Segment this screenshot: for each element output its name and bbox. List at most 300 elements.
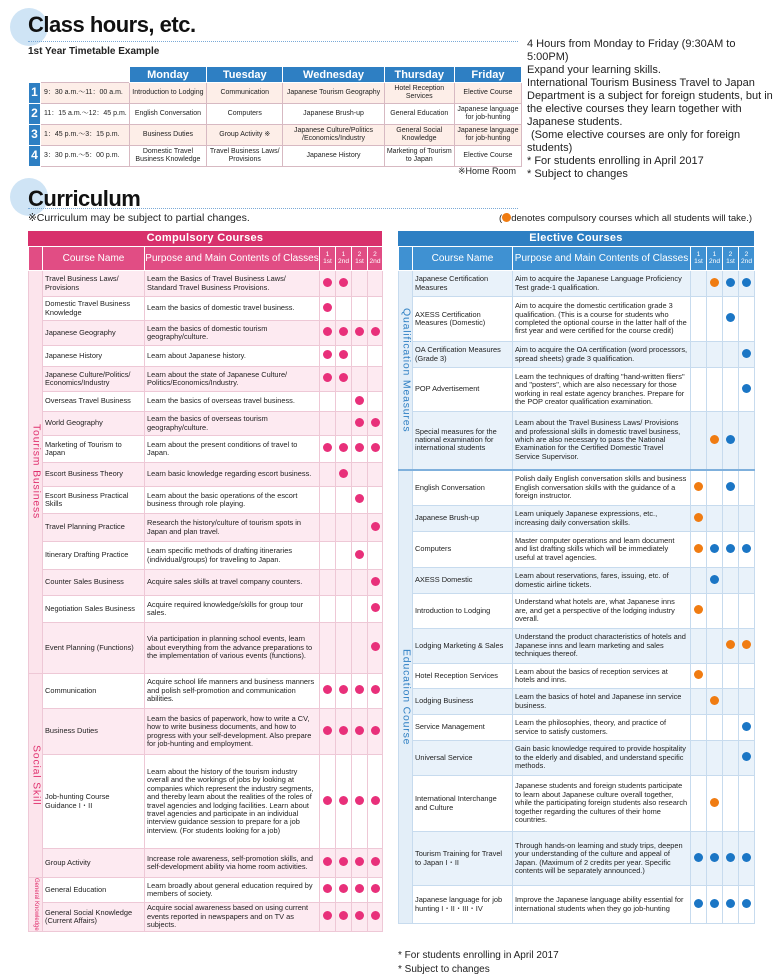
course-row: [29, 623, 383, 674]
semester-cell: [707, 776, 723, 832]
course-row: [29, 514, 383, 542]
course-group-label: [399, 470, 413, 924]
note-line: * Subject to changes: [527, 167, 628, 180]
note-line: International Tourism Business Travel to Japan Department is a subject for foreign students, but in the elective courses they learn together with Japanese students.: [527, 76, 773, 128]
semester-cell: [320, 412, 336, 436]
course-description: Understand the product characteristics of hotels and Japanese inns and learn marketing and sales techniques thereof.: [513, 629, 691, 664]
compulsory-mark: [323, 303, 332, 312]
semester-cell: [739, 741, 755, 776]
course-row: [29, 755, 383, 849]
compulsory-mark: [339, 327, 348, 336]
semester-cell: [707, 689, 723, 715]
semester-cell: [336, 570, 352, 596]
course-name: Overseas Travel Business: [43, 392, 145, 412]
semester-cell: [320, 436, 336, 463]
class-hours-header: [0, 8, 520, 48]
semester-cell: [320, 674, 336, 709]
compulsory-mark: [355, 327, 364, 336]
required-mark: [694, 605, 703, 614]
semester-cell: [739, 470, 755, 506]
course-group-name: Qualification Measures: [400, 307, 413, 432]
course-name: Communication: [43, 674, 145, 709]
elective-mark: [726, 853, 735, 862]
course-group-label: [29, 878, 43, 932]
elective-mark: [726, 313, 735, 322]
required-mark: [710, 798, 719, 807]
course-row: [399, 412, 755, 470]
year-col-header: 2 2nd: [368, 247, 383, 271]
semester-cell: [368, 709, 383, 755]
course-name: International Interchange and Culture: [413, 776, 513, 832]
course-description: Acquire school life manners and business manners and polish self-promotion and communication abilities.: [145, 674, 320, 709]
timetable-cell: Computers: [207, 104, 283, 125]
semester-cell: [352, 367, 368, 392]
course-name: Group Activity: [43, 849, 145, 878]
period-number: 3: [29, 125, 41, 146]
semester-cell: [320, 514, 336, 542]
compulsory-mark: [355, 884, 364, 893]
course-name: Service Management: [413, 715, 513, 741]
course-name: Business Duties: [43, 709, 145, 755]
course-row: [399, 741, 755, 776]
timetable-cell: Business Duties: [129, 125, 206, 146]
timetable-cell: Japanese language for job-hunting: [454, 125, 521, 146]
compulsory-mark: [371, 327, 380, 336]
semester-cell: [723, 689, 739, 715]
course-name: Hotel Reception Services: [413, 664, 513, 689]
course-name: Counter Sales Business: [43, 570, 145, 596]
semester-cell: [739, 368, 755, 412]
note-line: 4 Hours from Monday to Friday (9:30AM to 5:00PM): [527, 38, 736, 63]
semester-cell: [707, 470, 723, 506]
timetable-row: [29, 146, 522, 167]
course-description: Learn broadly about general education required by members of society.: [145, 878, 320, 903]
semester-cell: [707, 832, 723, 886]
course-description: Acquire sales skills at travel company counters.: [145, 570, 320, 596]
elective-mark: [710, 899, 719, 908]
compulsory-mark: [371, 796, 380, 805]
semester-cell: [336, 392, 352, 412]
semester-cell: [352, 878, 368, 903]
compulsory-legend: [499, 213, 752, 224]
course-description: Learn the basics of overseas tourism geography/culture.: [145, 412, 320, 436]
elective-mark: [694, 899, 703, 908]
semester-cell: [368, 903, 383, 932]
course-name: Japanese Culture/Politics/ Economics/Industry: [43, 367, 145, 392]
semester-cell: [739, 342, 755, 368]
semester-cell: [368, 346, 383, 367]
course-row: [29, 903, 383, 932]
course-name: Lodging Business: [413, 689, 513, 715]
year-col-header: 1 2nd: [707, 247, 723, 271]
semester-cell: [368, 849, 383, 878]
course-description: Learn the philosophies, theory, and practice of service to satisfy customers.: [513, 715, 691, 741]
course-row: [399, 271, 755, 297]
course-group-name: Education Course: [400, 648, 413, 745]
semester-cell: [691, 886, 707, 924]
semester-cell: [336, 596, 352, 623]
section-divider: [28, 41, 518, 42]
compulsory-mark: [339, 884, 348, 893]
semester-cell: [352, 487, 368, 514]
required-mark: [694, 482, 703, 491]
compulsory-courses-panel: [28, 231, 382, 932]
compulsory-mark: [323, 278, 332, 287]
semester-cell: [691, 715, 707, 741]
year-col-header: 2 2nd: [739, 247, 755, 271]
course-name: General Social Knowledge (Current Affairs): [43, 903, 145, 932]
note-line: (Some elective courses are only for foreign students): [527, 128, 741, 154]
semester-cell: [707, 368, 723, 412]
compulsory-mark: [323, 350, 332, 359]
compulsory-mark: [323, 373, 332, 382]
compulsory-mark: [355, 550, 364, 559]
class-hours-notes: [527, 38, 779, 181]
timetable-cell: Domestic Travel Business Knowledge: [129, 146, 206, 167]
elective-mark: [694, 853, 703, 862]
course-row: [29, 271, 383, 297]
semester-cell: [352, 436, 368, 463]
course-row: [29, 463, 383, 487]
course-description: Increase role awareness, self-promotion skills, and self-development ability via home room activities.: [145, 849, 320, 878]
timetable-cell: Elective Course: [454, 146, 521, 167]
course-row: [399, 342, 755, 368]
course-description: Learn about the Travel Business Laws/ Provisions and professional skills in domestic travel business, which are also necessary to pass the National Examination for the Certified Domestic Travel Service Supervisor.: [513, 412, 691, 470]
semester-cell: [707, 886, 723, 924]
semester-cell: [320, 463, 336, 487]
compulsory-mark: [355, 911, 364, 920]
semester-cell: [336, 514, 352, 542]
semester-cell: [352, 297, 368, 321]
course-row: [29, 367, 383, 392]
semester-cell: [739, 568, 755, 594]
course-description: Learn the basics of domestic tourism geography/culture.: [145, 321, 320, 346]
period-time: 11：15 a.m.〜12：45 p.m.: [41, 104, 130, 125]
course-name: Universal Service: [413, 741, 513, 776]
elective-mark: [742, 384, 751, 393]
semester-cell: [352, 542, 368, 570]
course-name: Job-hunting Course Guidance I・II: [43, 755, 145, 849]
course-row: [399, 832, 755, 886]
period-time: 9：30 a.m.〜11：00 a.m.: [41, 83, 130, 104]
homeroom-note: ※Home Room: [458, 166, 517, 176]
timetable-row: [29, 83, 522, 104]
compulsory-mark: [371, 577, 380, 586]
day-header: Friday: [454, 67, 521, 83]
semester-cell: [336, 623, 352, 674]
course-description: Learn the basics of domestic travel business.: [145, 297, 320, 321]
semester-cell: [691, 470, 707, 506]
semester-cell: [368, 392, 383, 412]
course-row: [399, 297, 755, 342]
course-row: [399, 568, 755, 594]
semester-cell: [707, 271, 723, 297]
semester-cell: [320, 849, 336, 878]
semester-cell: [336, 755, 352, 849]
course-name: Escort Business Practical Skills: [43, 487, 145, 514]
compulsory-mark: [371, 884, 380, 893]
semester-cell: [336, 487, 352, 514]
course-name: Japanese Certification Measures: [413, 271, 513, 297]
course-row: [399, 715, 755, 741]
course-row: [399, 368, 755, 412]
semester-cell: [368, 321, 383, 346]
compulsory-mark: [355, 726, 364, 735]
note-line: * For students enrolling in April 2017: [527, 154, 704, 167]
course-description: Acquire social awareness based on using current events reported in newspapers and on TV as subjects.: [145, 903, 320, 932]
course-name: Travel Business Laws/ Provisions: [43, 271, 145, 297]
timetable-cell: English Conversation: [129, 104, 206, 125]
course-row: [29, 674, 383, 709]
legend-text: denotes compulsory courses which all students will take.): [511, 213, 752, 224]
footnote: * For students enrolling in April 2017: [398, 950, 559, 961]
semester-cell: [352, 271, 368, 297]
compulsory-mark: [323, 726, 332, 735]
course-row: [29, 849, 383, 878]
compulsory-mark: [323, 796, 332, 805]
course-name: Japanese History: [43, 346, 145, 367]
compulsory-mark: [371, 522, 380, 531]
semester-cell: [320, 542, 336, 570]
course-description: Learn about Japanese history.: [145, 346, 320, 367]
course-name-header: Course Name: [43, 247, 145, 271]
semester-cell: [739, 271, 755, 297]
semester-cell: [352, 463, 368, 487]
year-col-header: 2 1st: [352, 247, 368, 271]
course-description: Improve the Japanese language ability essential for international students when they go job-hunting: [513, 886, 691, 924]
course-name: Negotiation Sales Business: [43, 596, 145, 623]
course-description: Aim to acquire the OA certification (word processors, spread sheets) grade 3 qualification.: [513, 342, 691, 368]
semester-cell: [368, 367, 383, 392]
compulsory-mark: [355, 494, 364, 503]
semester-cell: [723, 568, 739, 594]
course-description: Learn about reservations, fares, issuing, etc. of domestic airline tickets.: [513, 568, 691, 594]
course-row: [399, 532, 755, 568]
semester-cell: [336, 463, 352, 487]
group-header: [29, 247, 43, 271]
semester-cell: [336, 271, 352, 297]
course-description: Learn the techniques of drafting "hand-written fliers" and "posters", which are also necessary for those working in real estate agency branches. Prepare for the POP creator qualification examination.: [513, 368, 691, 412]
course-description: Learn about the present conditions of travel to Japan.: [145, 436, 320, 463]
semester-cell: [691, 776, 707, 832]
section-divider: [28, 208, 518, 209]
course-description: Learn basic knowledge regarding escort business.: [145, 463, 320, 487]
course-row: [399, 470, 755, 506]
semester-cell: [320, 709, 336, 755]
elective-mark: [726, 899, 735, 908]
year-col-header: 1 2nd: [336, 247, 352, 271]
semester-cell: [320, 487, 336, 514]
course-row: [399, 664, 755, 689]
semester-cell: [723, 506, 739, 532]
required-mark: [694, 670, 703, 679]
elective-mark: [742, 278, 751, 287]
course-description: Through hands-on learning and study trips, deepen your understanding of the culture and appeal of Japan. (Maximum of 2 credits per year. Specific contents will be separately announced.): [513, 832, 691, 886]
course-name: World Geography: [43, 412, 145, 436]
semester-cell: [352, 709, 368, 755]
elective-mark: [710, 544, 719, 553]
semester-cell: [739, 412, 755, 470]
course-description: Aim to acquire the Japanese Language Proficiency Test grade-1 qualification.: [513, 271, 691, 297]
semester-cell: [320, 321, 336, 346]
course-name: Itinerary Drafting Practice: [43, 542, 145, 570]
semester-cell: [707, 664, 723, 689]
semester-cell: [691, 689, 707, 715]
course-name-header: Course Name: [413, 247, 513, 271]
purpose-header: Purpose and Main Contents of Classes: [513, 247, 691, 271]
semester-cell: [739, 886, 755, 924]
compulsory-mark: [371, 418, 380, 427]
compulsory-mark: [371, 857, 380, 866]
semester-cell: [691, 532, 707, 568]
semester-cell: [320, 271, 336, 297]
course-name: OA Certification Measures (Grade 3): [413, 342, 513, 368]
semester-cell: [723, 886, 739, 924]
semester-cell: [336, 849, 352, 878]
elective-table: [398, 246, 755, 924]
semester-cell: [739, 776, 755, 832]
course-description: Learn about the basic operations of the escort business through role playing.: [145, 487, 320, 514]
day-header: Tuesday: [207, 67, 283, 83]
semester-cell: [707, 412, 723, 470]
semester-cell: [336, 297, 352, 321]
course-group-label: [29, 674, 43, 878]
semester-cell: [723, 271, 739, 297]
compulsory-mark: [355, 418, 364, 427]
semester-cell: [336, 709, 352, 755]
semester-cell: [723, 776, 739, 832]
semester-cell: [352, 849, 368, 878]
year-col-header: 2 1st: [723, 247, 739, 271]
timetable-cell: Introduction to Lodging: [129, 83, 206, 104]
semester-cell: [368, 570, 383, 596]
course-row: [399, 506, 755, 532]
semester-cell: [352, 570, 368, 596]
required-mark: [710, 278, 719, 287]
compulsory-mark: [339, 350, 348, 359]
semester-cell: [739, 664, 755, 689]
semester-cell: [723, 629, 739, 664]
day-header: Thursday: [384, 67, 454, 83]
semester-cell: [320, 878, 336, 903]
required-mark: [742, 640, 751, 649]
course-name: Computers: [413, 532, 513, 568]
semester-cell: [368, 514, 383, 542]
course-description: Learn about the basics of reception services at hotels and inns.: [513, 664, 691, 689]
period-number: 1: [29, 83, 41, 104]
compulsory-mark: [371, 642, 380, 651]
timetable-cell: Japanese language for job-hunting: [454, 104, 521, 125]
semester-cell: [320, 570, 336, 596]
semester-cell: [352, 903, 368, 932]
semester-cell: [723, 715, 739, 741]
semester-cell: [368, 487, 383, 514]
compulsory-mark: [339, 857, 348, 866]
class-hours-title: Class hours, etc.: [28, 12, 196, 37]
course-name: Domestic Travel Business Knowledge: [43, 297, 145, 321]
semester-cell: [691, 368, 707, 412]
required-mark: [694, 513, 703, 522]
course-name: English Conversation: [413, 470, 513, 506]
elective-courses-panel: [398, 231, 754, 924]
semester-cell: [723, 594, 739, 629]
compulsory-mark: [323, 443, 332, 452]
semester-cell: [352, 674, 368, 709]
compulsory-mark: [339, 443, 348, 452]
semester-cell: [320, 297, 336, 321]
semester-cell: [352, 321, 368, 346]
timetable-cell: Japanese Culture/Politics /Economics/Industry: [283, 125, 384, 146]
semester-cell: [336, 903, 352, 932]
course-row: [29, 412, 383, 436]
timetable-cell: General Social Knowledge: [384, 125, 454, 146]
course-name: Escort Business Theory: [43, 463, 145, 487]
course-description: Learn uniquely Japanese expressions, etc., increasing daily conversation skills.: [513, 506, 691, 532]
period-time: 1：45 p.m.〜3：15 p.m.: [41, 125, 130, 146]
semester-cell: [707, 506, 723, 532]
course-description: Learn the basics of overseas travel business.: [145, 392, 320, 412]
timetable-cell: General Education: [384, 104, 454, 125]
timetable-cell: Communication: [207, 83, 283, 104]
semester-cell: [739, 297, 755, 342]
course-name: Travel Planning Practice: [43, 514, 145, 542]
semester-cell: [352, 514, 368, 542]
semester-cell: [336, 367, 352, 392]
semester-cell: [691, 594, 707, 629]
semester-cell: [723, 832, 739, 886]
elective-title: Elective Courses: [398, 231, 754, 246]
semester-cell: [691, 297, 707, 342]
timetable-subtitle: 1st Year Timetable Example: [28, 46, 160, 57]
compulsory-mark: [323, 857, 332, 866]
course-name: General Education: [43, 878, 145, 903]
course-row: [399, 886, 755, 924]
elective-mark: [742, 722, 751, 731]
semester-cell: [368, 297, 383, 321]
semester-cell: [336, 878, 352, 903]
course-name: Marketing of Tourism to Japan: [43, 436, 145, 463]
required-mark: [694, 544, 703, 553]
semester-cell: [691, 342, 707, 368]
semester-cell: [320, 367, 336, 392]
course-row: [29, 321, 383, 346]
course-name: AXESS Certification Measures (Domestic): [413, 297, 513, 342]
semester-cell: [739, 715, 755, 741]
timetable-cell: Travel Business Laws/ Provisions: [207, 146, 283, 167]
group-header: [399, 247, 413, 271]
semester-cell: [691, 271, 707, 297]
day-header: Monday: [129, 67, 206, 83]
semester-cell: [368, 623, 383, 674]
timetable-cell: Hotel Reception Services: [384, 83, 454, 104]
elective-mark: [742, 899, 751, 908]
compulsory-mark: [323, 327, 332, 336]
course-group-name: General Knowledge: [32, 878, 39, 931]
timetable-cell: Japanese History: [283, 146, 384, 167]
course-name: Tourism Training for Travel to Japan I・II: [413, 832, 513, 886]
semester-cell: [320, 392, 336, 412]
period-time: 3：30 p.m.〜5：00 p.m.: [41, 146, 130, 167]
semester-cell: [723, 297, 739, 342]
semester-cell: [739, 689, 755, 715]
year-col-header: 1 1st: [691, 247, 707, 271]
course-row: [29, 436, 383, 463]
semester-cell: [723, 368, 739, 412]
course-row: [29, 570, 383, 596]
course-description: Polish daily English conversation skills and business English conversation skills with the guidance of a foreign instructor.: [513, 470, 691, 506]
elective-mark: [710, 575, 719, 584]
semester-cell: [352, 412, 368, 436]
